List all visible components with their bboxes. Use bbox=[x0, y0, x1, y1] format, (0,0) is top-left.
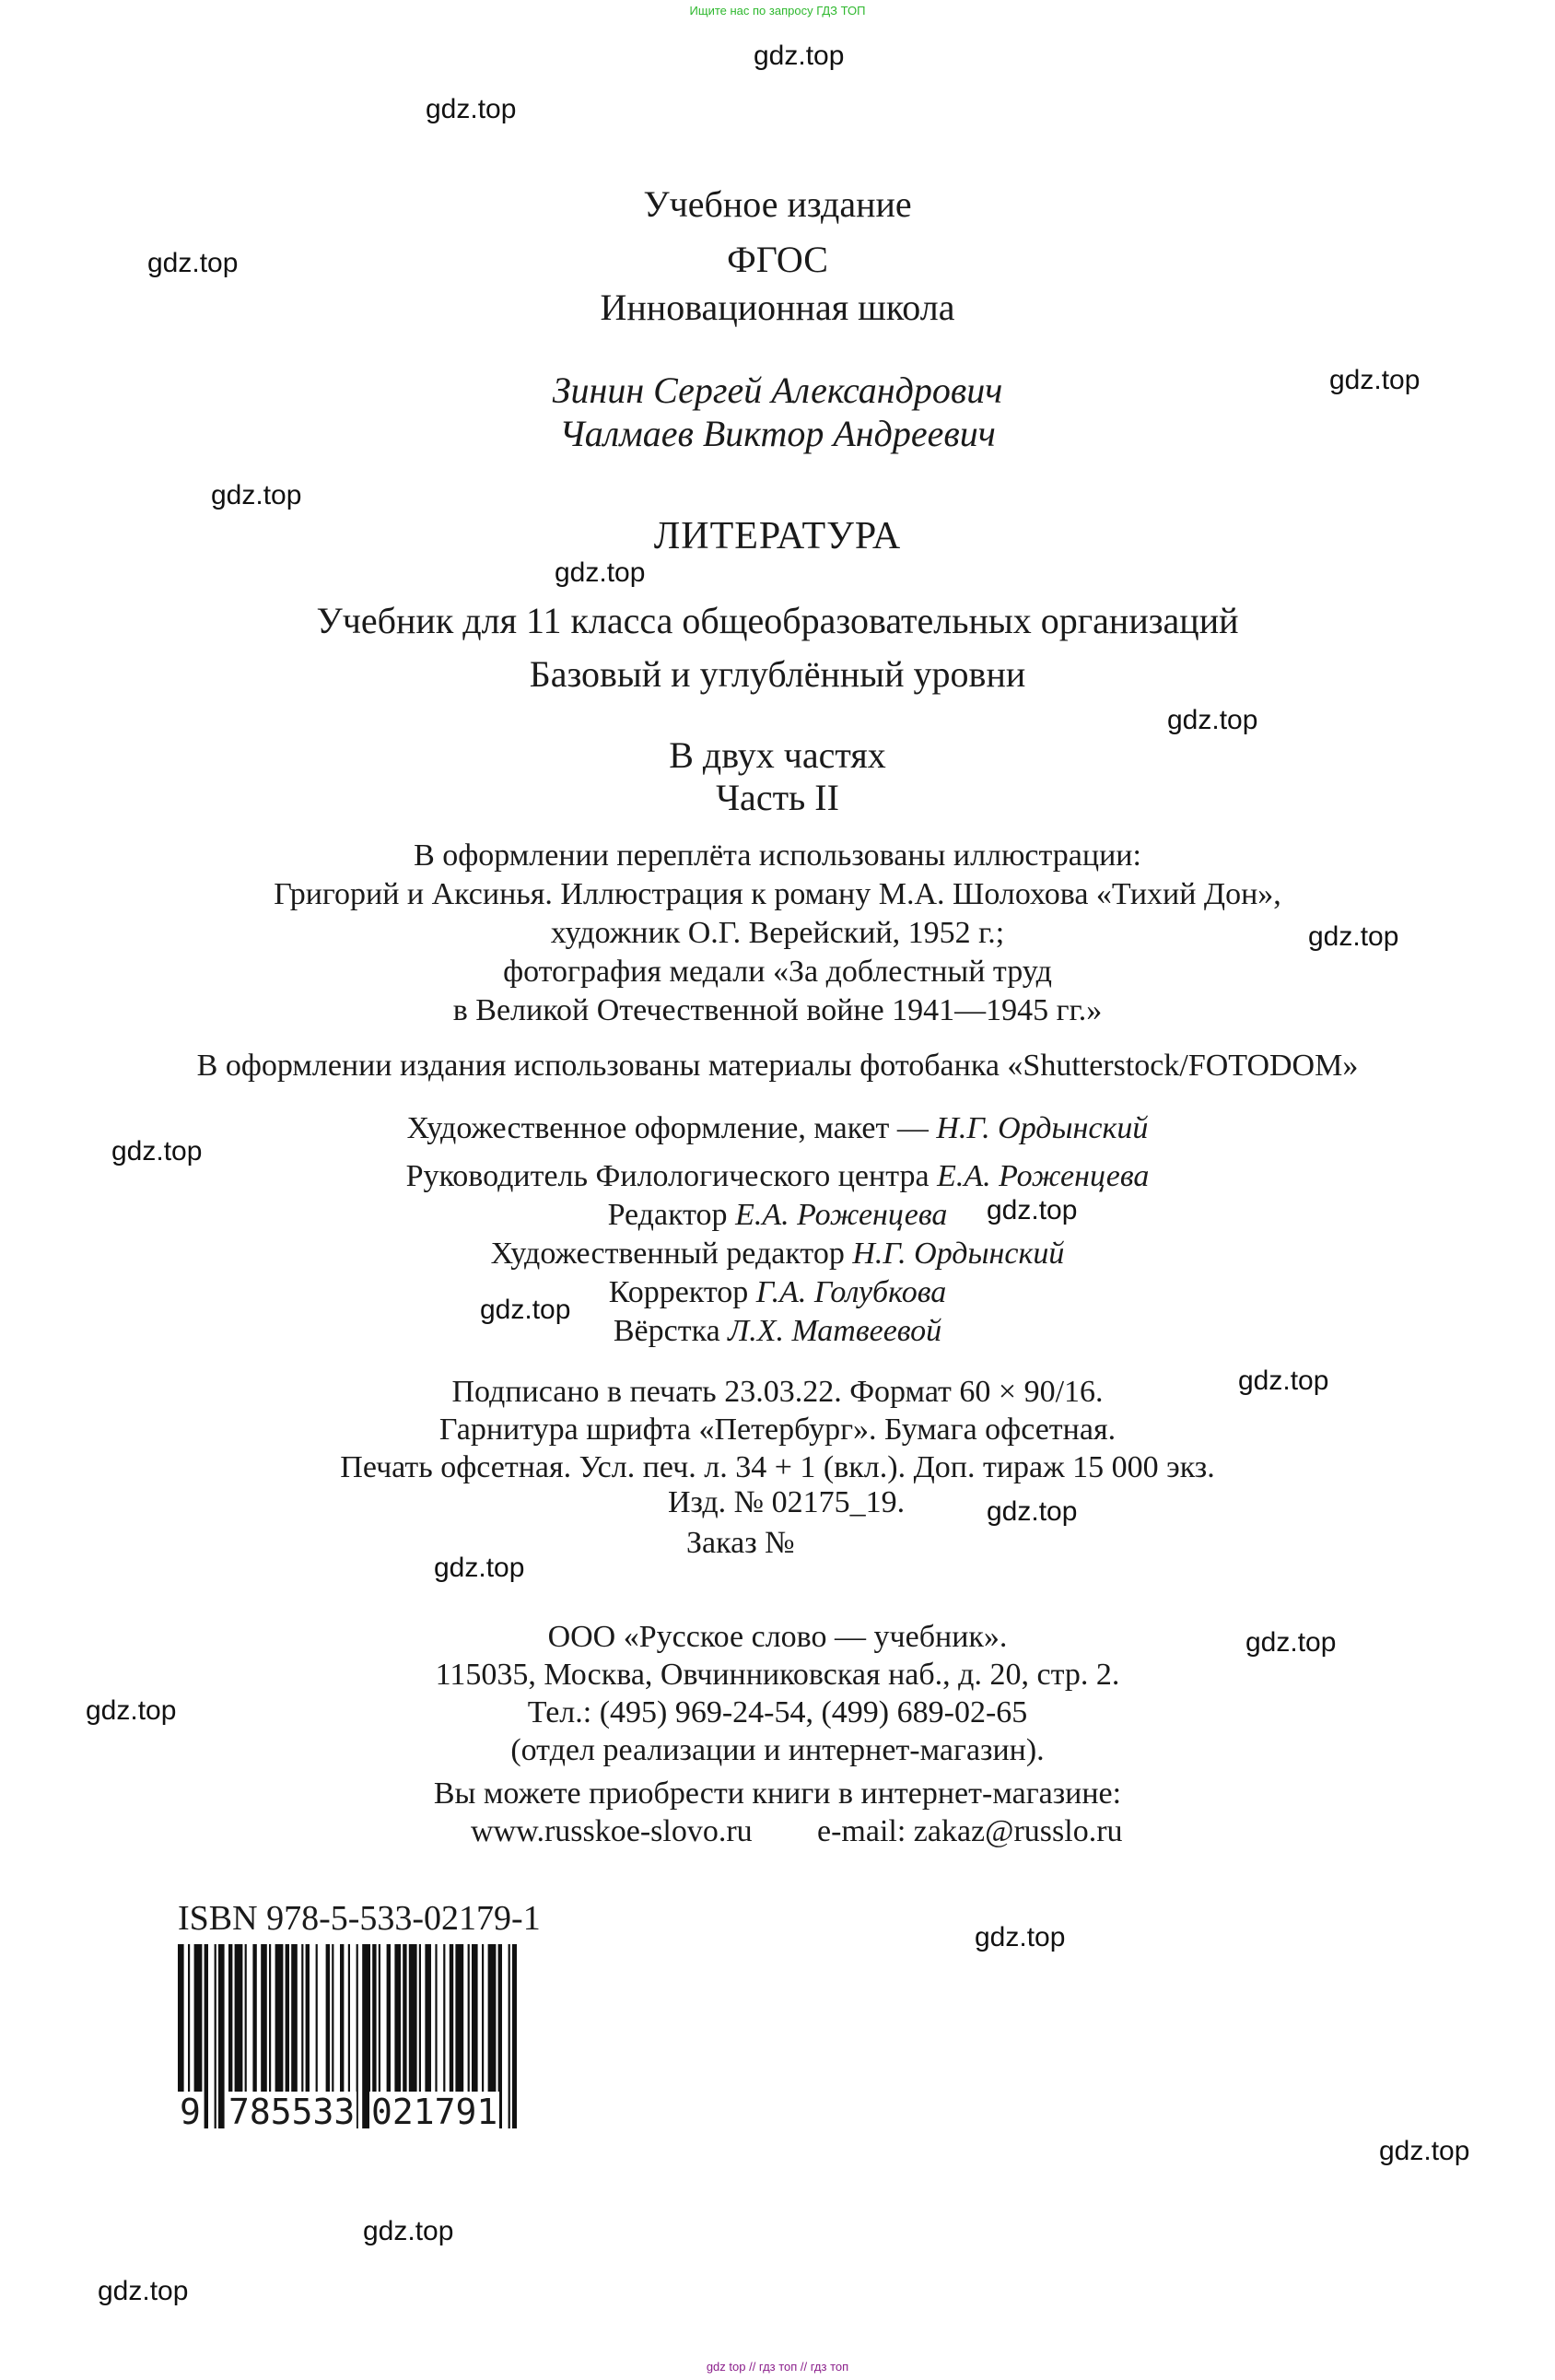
watermark: gdz.top bbox=[111, 1136, 203, 1167]
order-number: Заказ № bbox=[686, 1526, 795, 1560]
publisher-line: ООО «Русское слово — учебник». bbox=[547, 1620, 1008, 1654]
watermark: gdz.top bbox=[1329, 365, 1421, 395]
watermark: gdz.top bbox=[1245, 1627, 1337, 1658]
credit-line bbox=[0, 1198, 1555, 1233]
watermark: gdz.top bbox=[480, 1295, 571, 1325]
series-label: Инновационная школа bbox=[600, 287, 955, 328]
print-info-line: Изд. № 02175_19. bbox=[668, 1485, 906, 1519]
cover-illustrations-line: В оформлении переплёта использованы иллюстрации: bbox=[414, 838, 1141, 873]
credit-line bbox=[0, 1275, 1555, 1310]
cover-illustrations-line: фотография медали «За доблестный труд bbox=[503, 955, 1052, 989]
book-subtitle: Учебник для 11 класса общеобразовательных организаций bbox=[316, 600, 1239, 641]
credit-role: Вёрстка bbox=[613, 1314, 729, 1348]
credit-name: Г.А. Голубкова bbox=[755, 1275, 947, 1309]
edition-type: Учебное издание bbox=[643, 183, 912, 225]
barcode-digits-right: 021791 bbox=[371, 2092, 498, 2132]
credit-role: Руководитель Филологического центра bbox=[405, 1159, 938, 1193]
watermark: gdz.top bbox=[754, 41, 845, 71]
cover-illustrations-line: в Великой Отечественной войне 1941—1945 гг.» bbox=[452, 993, 1103, 1027]
watermark: gdz.top bbox=[1167, 705, 1258, 735]
print-info-line: Гарнитура шрифта «Петербург». Бумага офсетная. bbox=[438, 1413, 1117, 1447]
credit-line bbox=[0, 1314, 1555, 1349]
watermark: gdz.top bbox=[211, 480, 302, 510]
publisher-line: Тел.: (495) 969-24-54, (499) 689-02-65 bbox=[527, 1695, 1028, 1729]
credit-role: Художественный редактор bbox=[490, 1237, 853, 1271]
cover-illustrations-line: Григорий и Аксинья. Иллюстрация к роману М.А. Шолохова «Тихий Дон», bbox=[274, 877, 1281, 911]
barcode-bar bbox=[205, 1944, 208, 2128]
book-levels: Базовый и углублённый уровни bbox=[529, 653, 1026, 695]
watermark: gdz.top bbox=[426, 94, 517, 124]
credit-name: Е.А. Роженцева bbox=[735, 1198, 948, 1232]
print-info-line: Печать офсетная. Усл. печ. л. 34 + 1 (вкл.). Доп. тираж 15 000 экз. bbox=[340, 1450, 1215, 1484]
cover-illustrations-line: художник О.Г. Верейский, 1952 г.; bbox=[550, 916, 1005, 950]
parts-count: В двух частях bbox=[669, 734, 886, 776]
search-hint-note: Ищите нас по запросу ГДЗ ТОП bbox=[689, 4, 866, 18]
credit-name: Н.Г. Ордынский bbox=[852, 1237, 1065, 1271]
watermark: gdz.top bbox=[987, 1195, 1078, 1225]
credit-line bbox=[0, 1159, 1555, 1194]
watermark: gdz.top bbox=[147, 248, 239, 278]
credit-role: Редактор bbox=[607, 1198, 736, 1232]
shop-line: Вы можете приобрести книги в интернет-магазине: bbox=[433, 1776, 1122, 1811]
watermark: gdz.top bbox=[434, 1553, 525, 1583]
author-1: Зинин Сергей Александрович bbox=[552, 369, 1003, 411]
credit-name: Л.Х. Матвеевой bbox=[728, 1314, 942, 1348]
watermark: gdz.top bbox=[1308, 921, 1399, 952]
credit-role: Художественное оформление, макет — bbox=[406, 1111, 937, 1145]
isbn-number: ISBN 978-5-533-02179-1 bbox=[178, 1899, 541, 1938]
watermark: gdz.top bbox=[1238, 1366, 1329, 1396]
watermark: gdz.top bbox=[987, 1496, 1078, 1527]
barcode-bar bbox=[509, 1944, 510, 2128]
watermark: gdz.top bbox=[975, 1922, 1066, 1952]
standard-label: ФГОС bbox=[727, 239, 828, 280]
barcode-bar bbox=[218, 1944, 225, 2128]
photobank-credit: В оформлении издания использованы материалы фотобанка «Shutterstock/FOTODOM» bbox=[196, 1049, 1359, 1083]
credit-line bbox=[0, 1111, 1555, 1146]
shop-email-link[interactable]: e-mail: zakaz@russlo.ru bbox=[817, 1814, 1123, 1848]
credit-name: Н.Г. Ордынский bbox=[936, 1111, 1149, 1145]
part-number: Часть II bbox=[716, 777, 839, 818]
shop-website-link[interactable]: www.russkoe-slovo.ru bbox=[471, 1814, 753, 1848]
barcode-bar bbox=[215, 1944, 216, 2128]
publisher-line: 115035, Москва, Овчинниковская наб., д. 20, стр. 2. bbox=[435, 1658, 1120, 1692]
watermark: gdz.top bbox=[98, 2276, 189, 2306]
book-title: ЛИТЕРАТУРА bbox=[653, 515, 902, 557]
credit-name: Е.А. Роженцева bbox=[937, 1159, 1150, 1193]
watermark: gdz.top bbox=[555, 557, 646, 588]
barcode-digit-first: 9 bbox=[180, 2092, 201, 2132]
watermark: gdz.top bbox=[86, 1695, 177, 1726]
publisher-line: (отдел реализации и интернет-магазин). bbox=[510, 1733, 1045, 1767]
author-2: Чалмаев Виктор Андреевич bbox=[559, 413, 996, 454]
barcode-bar bbox=[512, 1944, 517, 2128]
footer-note: gdz top // гдз топ // гдз топ bbox=[706, 2360, 849, 2374]
barcode-digits-left: 785533 bbox=[228, 2092, 356, 2132]
print-info-line: Подписано в печать 23.03.22. Формат 60 × 90/16. bbox=[451, 1375, 1104, 1409]
watermark: gdz.top bbox=[1379, 2136, 1470, 2166]
credit-line bbox=[0, 1237, 1555, 1272]
credit-role: Корректор bbox=[608, 1275, 756, 1309]
watermark: gdz.top bbox=[363, 2216, 454, 2246]
